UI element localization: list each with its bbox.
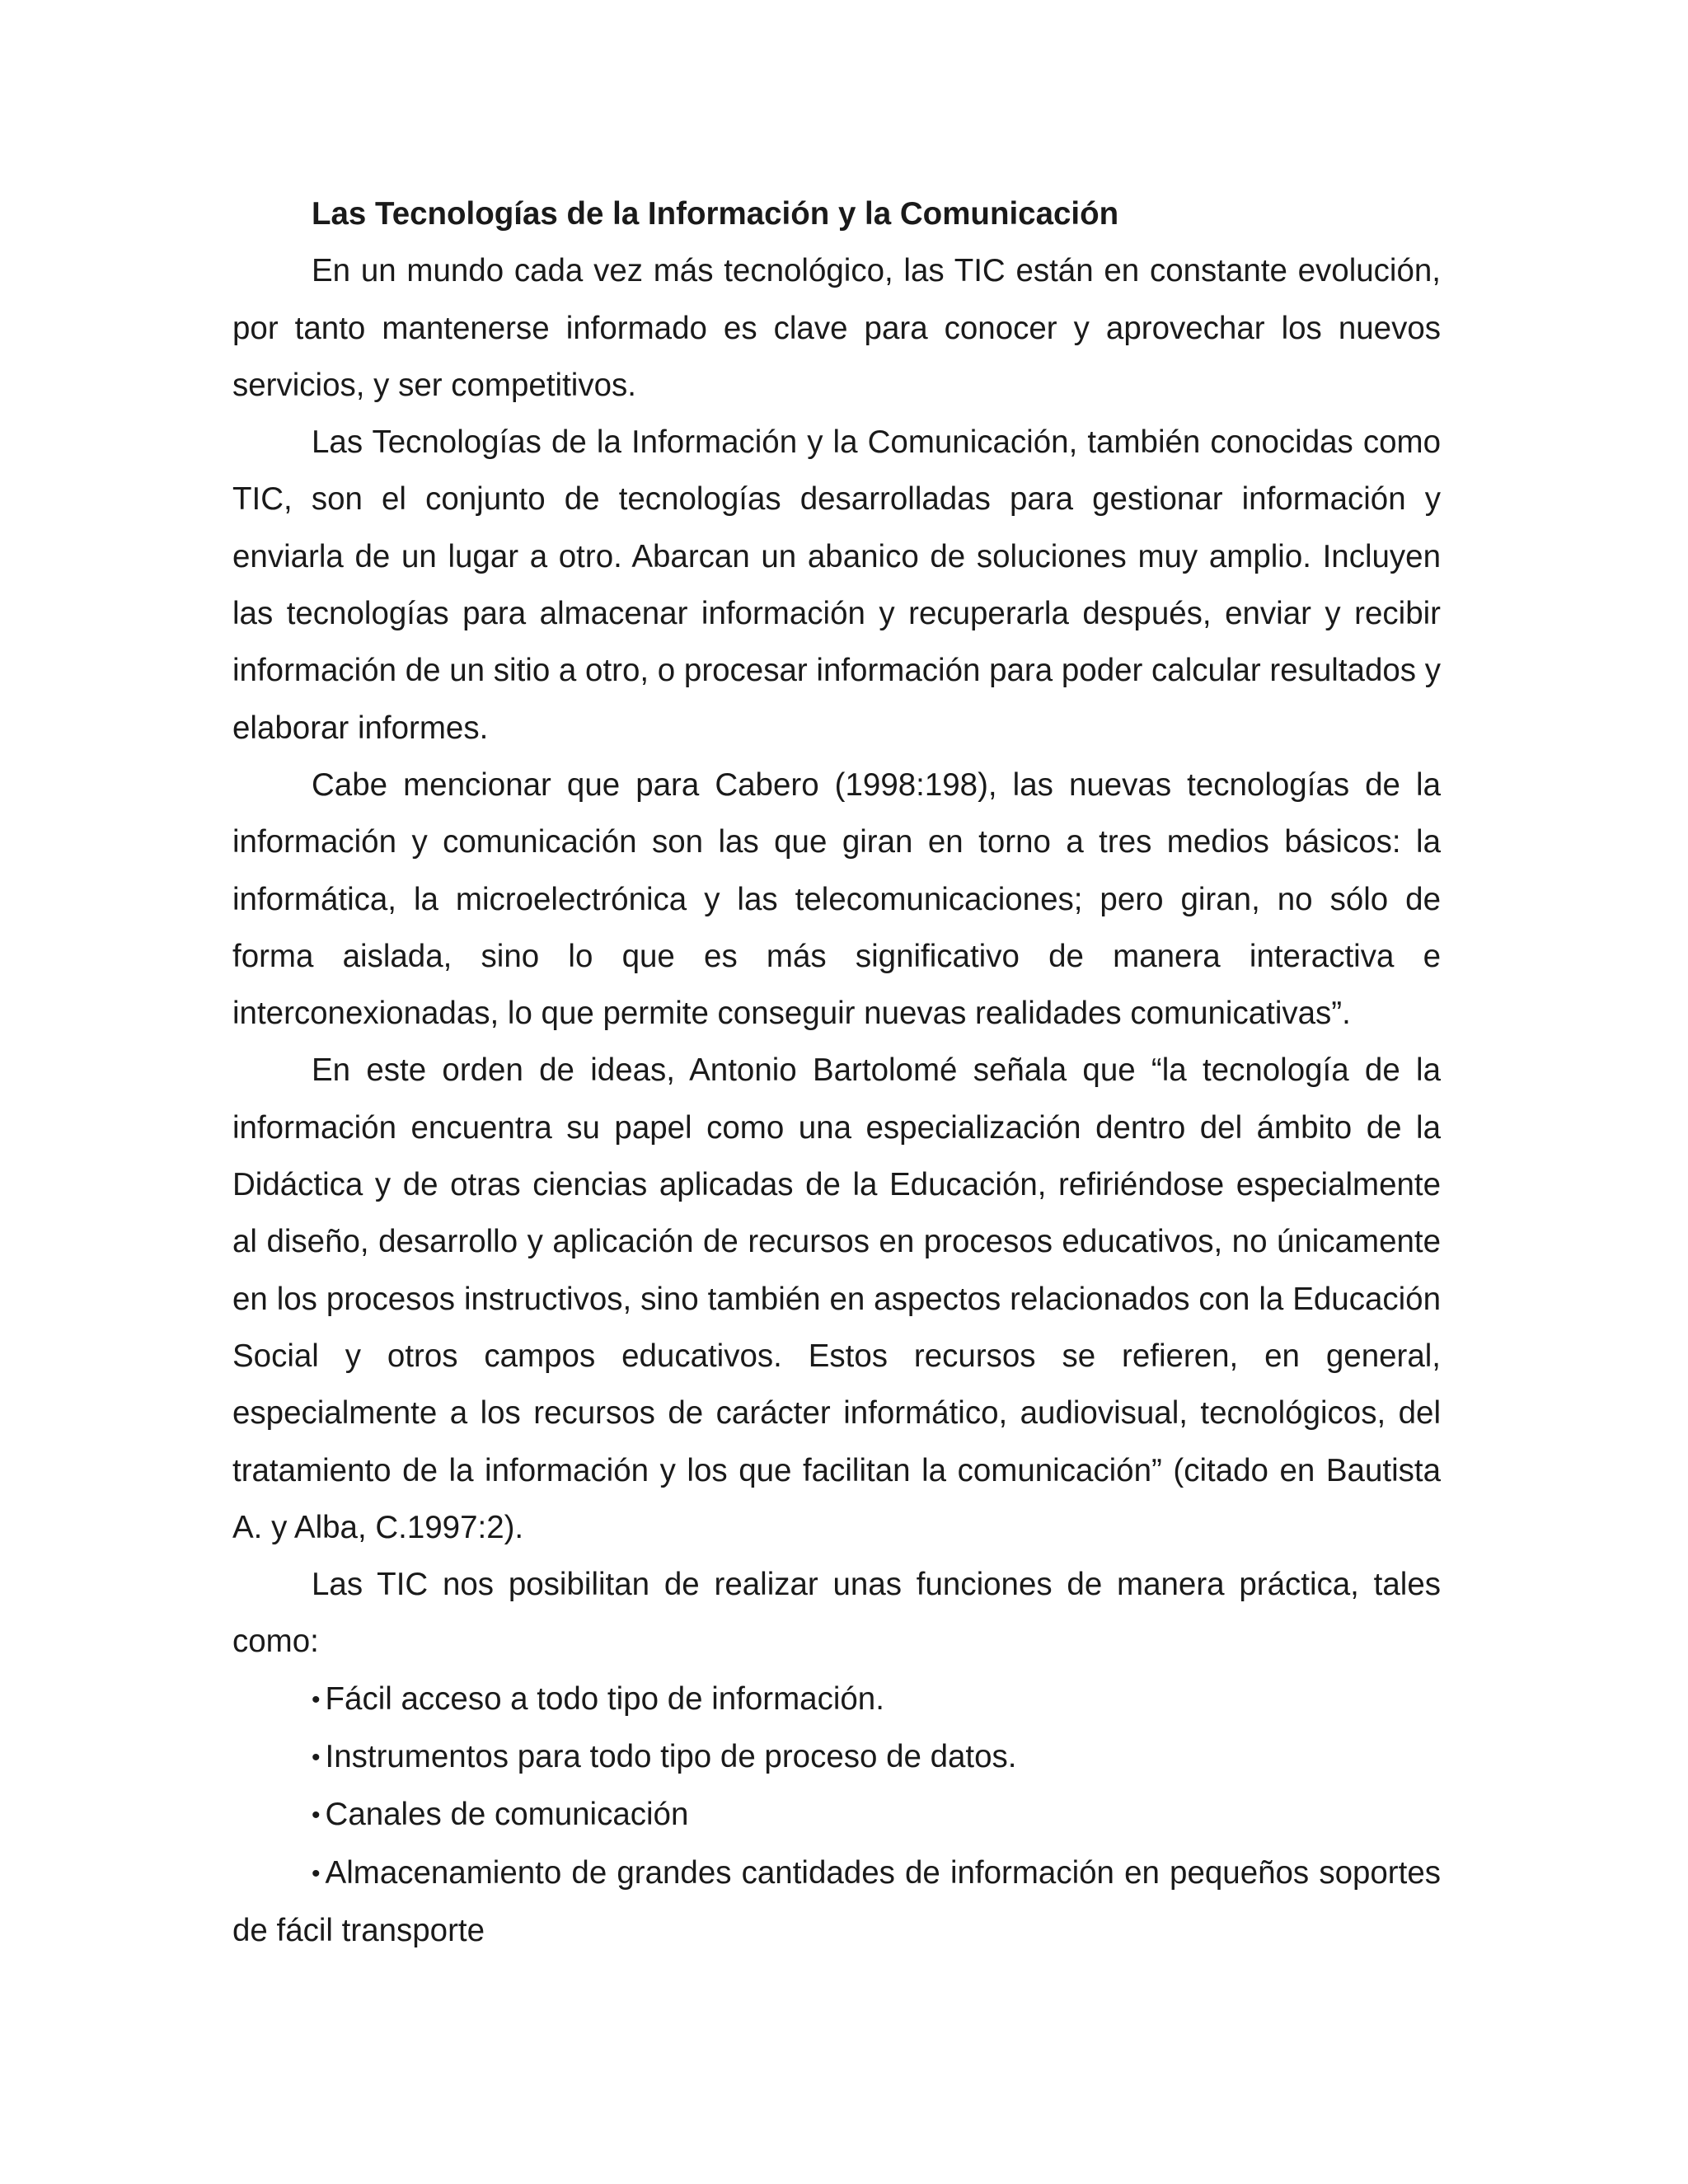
list-item [232, 1786, 1441, 1844]
list-item [232, 1671, 1441, 1728]
bullet-icon: • [312, 1859, 321, 1887]
paragraph-4: En este orden de ideas, Antonio Bartolomé señala que “la tecnología de la información encuentra su papel como una especialización dentro del ámbito de la Didáctica y de otras ciencias aplicadas de la Educación, refiriéndose especialmente al diseño, desarrollo y aplicación de recursos en procesos educativos, no únicamente en los procesos instructivos, sino también en aspectos relacionados con la Educación Social y otros campos educativos. Estos recursos se refieren, en general, especialmente a los recursos de carácter informático, audiovisual, tecnológicos, del tratamiento de la información y los que facilitan la comunicación” (citado en Bautista A. y Alba, C.1997:2). [232, 1052, 1441, 1545]
bullet-icon: • [312, 1802, 321, 1830]
paragraph-2: Las Tecnologías de la Información y la Comunicación, también conocidas como TIC, son el conjunto de tecnologías desarrolladas para gestionar información y enviarla de un lugar a otro. Abarcan un abanico de soluciones muy amplio. Incluyen las tecnologías para almacenar información y recuperarla después, enviar y recibir información de un sitio a otro, o procesar información para poder calcular resultados y elaborar informes. [232, 424, 1441, 746]
document-body [232, 185, 1441, 1959]
paragraph-5: Las TIC nos posibilitan de realizar unas funciones de manera práctica, tales como: [232, 1567, 1441, 1660]
list-item-text: Instrumentos para todo tipo de proceso de datos. [325, 1739, 1017, 1775]
list-item-text: Fácil acceso a todo tipo de información. [325, 1680, 884, 1717]
document-title: Las Tecnologías de la Información y la Comunicación [312, 196, 1119, 232]
bullet-icon: • [312, 1744, 321, 1772]
bullet-icon: • [312, 1685, 321, 1713]
list-item [232, 1844, 1441, 1960]
list-item-text: Almacenamiento de grandes cantidades de información en pequeños soportes de fácil transporte [232, 1854, 1441, 1948]
list-item-text: Canales de comunicación [325, 1797, 689, 1833]
paragraph-1: En un mundo cada vez más tecnológico, las TIC están en constante evolución, por tanto mantenerse informado es clave para conocer y aprovechar los nuevos servicios, y ser competitivos. [232, 253, 1441, 403]
bullet-list [232, 1671, 1441, 1959]
list-item [232, 1728, 1441, 1786]
paragraph-3: Cabe mencionar que para Cabero (1998:198), las nuevas tecnologías de la información y comunicación son las que giran en torno a tres medios básicos: la informática, la microelectrónica y las telecomunicaciones; pero giran, no sólo de forma aislada, sino lo que es más significativo de manera interactiva e interconexionadas, lo que permite conseguir nuevas realidades comunicativas”. [232, 766, 1441, 1032]
